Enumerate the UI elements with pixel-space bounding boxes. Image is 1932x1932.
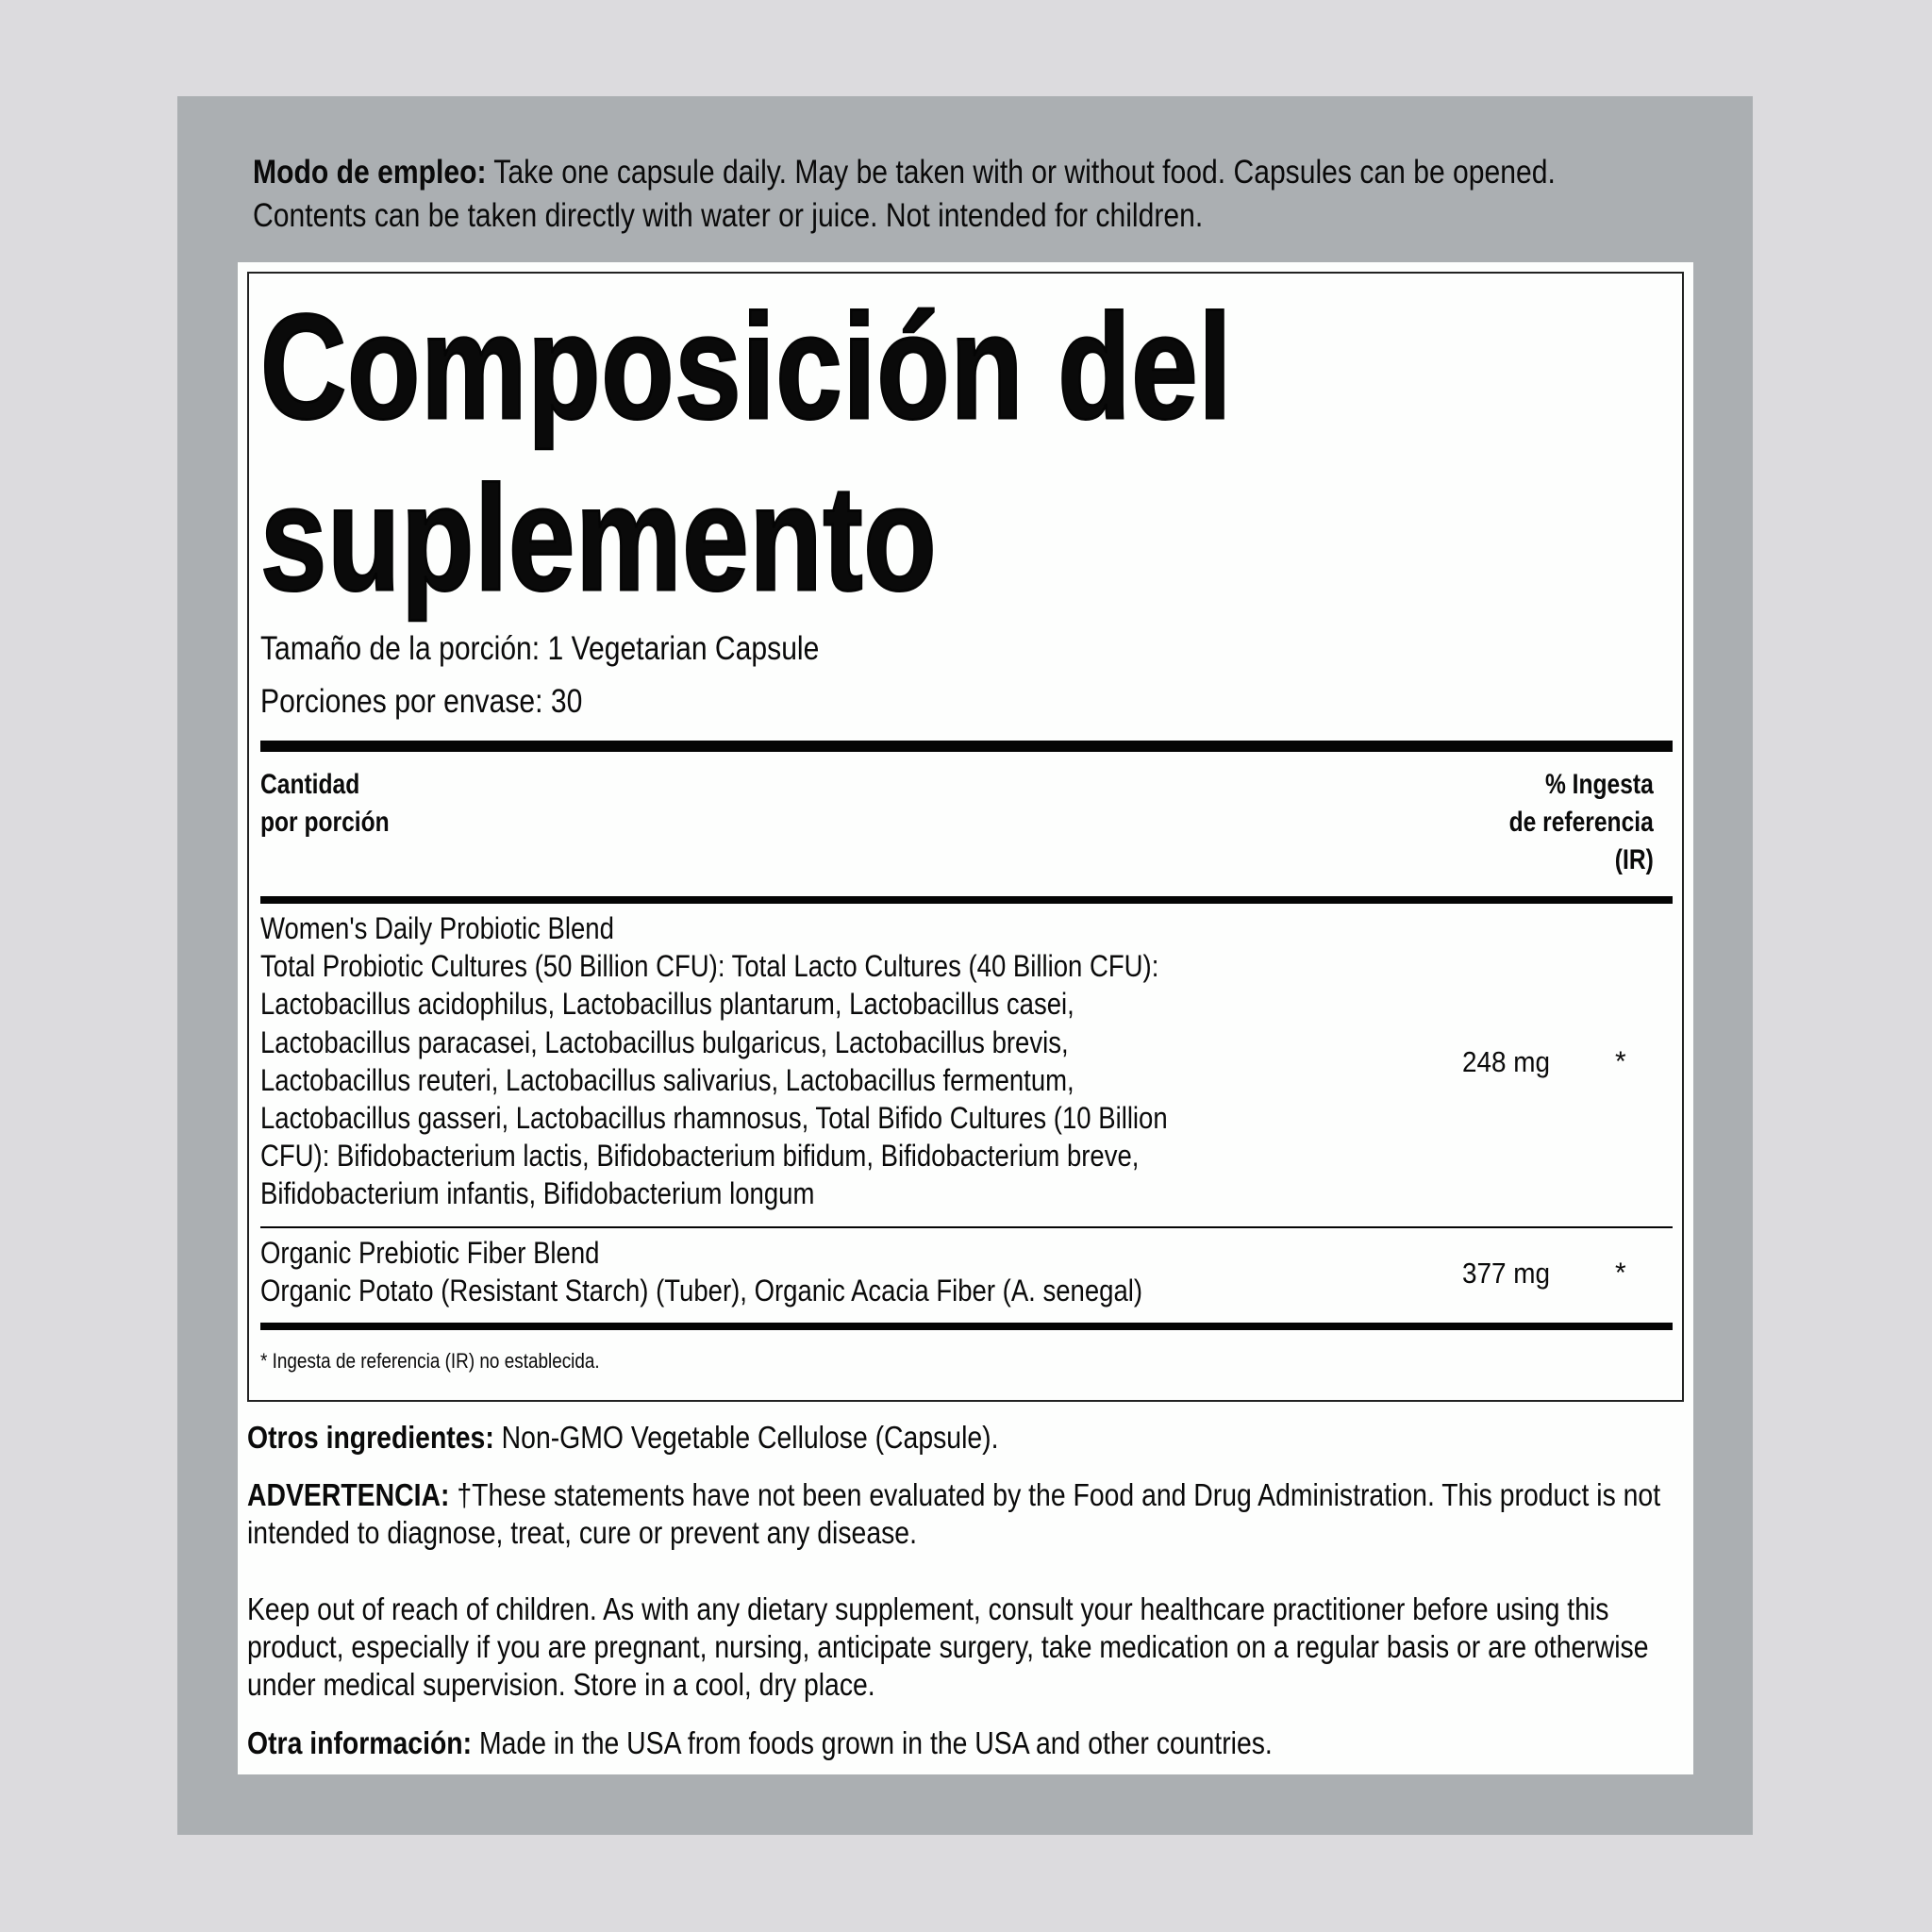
header-left-line2: por porción	[260, 807, 390, 838]
facts-title	[260, 281, 1468, 625]
probiotic-blend-dv: *	[1615, 1046, 1626, 1077]
other-ingredients-text: Non-GMO Vegetable Cellulose (Capsule).	[493, 1420, 999, 1455]
header-right-line1: % Ingesta	[1545, 769, 1654, 800]
other-ingredients-label: Otros ingredientes:	[247, 1420, 494, 1455]
supplement-facts-box	[247, 272, 1684, 1402]
row-line: Women's Daily Probiotic Blend	[260, 911, 614, 945]
header-left-line1: Cantidad	[260, 769, 360, 800]
probiotic-blend-row	[260, 909, 1168, 1213]
header-right-line2: de referencia	[1508, 807, 1654, 838]
other-info-label: Otra información:	[247, 1725, 473, 1760]
reference-intake-header	[1509, 766, 1654, 879]
row-line: Total Probiotic Cultures (50 Billion CFU): Total Lacto Cultures (40 Billion CFU):	[260, 949, 1159, 984]
thin-divider	[260, 1226, 1673, 1228]
warning-p2-line2: product, especially if you are pregnant, nursing, anticipate surgery, take medication on a regular basis or are otherwise	[247, 1629, 1649, 1664]
reference-intake-footnote: * Ingesta de referencia (IR) no establecida.	[260, 1349, 600, 1373]
warning-label: ADVERTENCIA:	[247, 1477, 450, 1512]
warning-line1: †These statements have not been evaluated by the Food and Drug Administration. This product is not	[449, 1477, 1661, 1512]
directions-label: Modo de empleo:	[253, 154, 487, 191]
probiotic-blend-amount: 248 mg	[1462, 1045, 1551, 1078]
warning	[247, 1476, 1660, 1552]
warning-p2-line1: Keep out of reach of children. As with any dietary supplement, consult your healthcare practitioner before using this	[247, 1591, 1609, 1626]
row-line: Organic Potato (Resistant Starch) (Tuber), Organic Acacia Fiber (A. senegal)	[260, 1274, 1143, 1308]
facts-title-line2: suplemento	[260, 456, 938, 622]
row-line: Lactobacillus paracasei, Lactobacillus bulgaricus, Lactobacillus brevis,	[260, 1024, 1069, 1059]
other-ingredients	[247, 1419, 999, 1457]
other-info-text: Made in the USA from foods grown in the USA and other countries.	[472, 1725, 1273, 1760]
thick-divider-header	[260, 896, 1673, 904]
row-line: Lactobacillus acidophilus, Lactobacillus plantarum, Lactobacillus casei,	[260, 987, 1074, 1022]
prebiotic-blend-amount: 377 mg	[1462, 1257, 1551, 1290]
warning-p2-line3: under medical supervision. Store in a cool, dry place.	[247, 1667, 875, 1702]
other-information	[247, 1724, 1273, 1762]
row-line: Organic Prebiotic Fiber Blend	[260, 1236, 600, 1270]
servings-per-container: Porciones por envase: 30	[260, 683, 583, 720]
facts-title-line1: Composición del	[260, 284, 1233, 450]
row-line: CFU): Bifidobacterium lactis, Bifidobacterium bifidum, Bifidobacterium breve,	[260, 1139, 1140, 1174]
header-right-line3: (IR)	[1615, 844, 1654, 875]
directions-text-line2: Contents can be taken directly with water or juice. Not intended for children.	[253, 197, 1204, 234]
amount-per-serving-header	[260, 766, 390, 841]
serving-size: Tamaño de la porción: 1 Vegetarian Capsule	[260, 630, 820, 667]
warning-line2: intended to diagnose, treat, cure or prevent any disease.	[247, 1515, 917, 1550]
directions-text-line1: Take one capsule daily. May be taken with or without food. Capsules can be opened.	[486, 154, 1556, 191]
row-line: Lactobacillus reuteri, Lactobacillus salivarius, Lactobacillus fermentum,	[260, 1062, 1074, 1097]
directions	[253, 151, 1681, 238]
thick-divider-top	[260, 741, 1673, 752]
row-line: Lactobacillus gasseri, Lactobacillus rhamnosus, Total Bifido Cultures (10 Billion	[260, 1101, 1168, 1136]
warning-paragraph-2	[247, 1591, 1649, 1704]
prebiotic-blend-dv: *	[1615, 1257, 1626, 1289]
prebiotic-blend-row	[260, 1234, 1142, 1309]
thick-divider-bottom	[260, 1323, 1673, 1330]
row-line: Bifidobacterium infantis, Bifidobacterium longum	[260, 1176, 815, 1211]
